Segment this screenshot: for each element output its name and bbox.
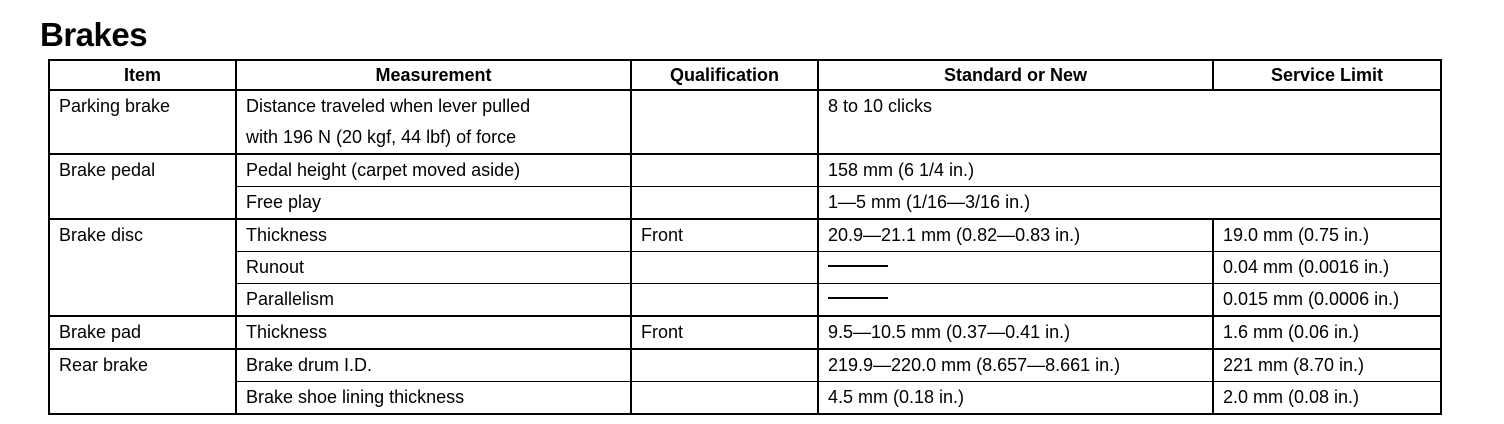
header-service-limit: Service Limit: [1213, 60, 1441, 90]
standard-cell: 219.9—220.0 mm (8.657—8.661 in.): [818, 349, 1213, 382]
table-header-row: [49, 60, 1441, 90]
measurement-cell: Thickness: [236, 316, 631, 349]
standard-cell: 4.5 mm (0.18 in.): [818, 382, 1213, 415]
qualification-cell: [631, 382, 818, 415]
measurement-line: Distance traveled when lever pulled: [246, 96, 531, 116]
measurement-cell: [236, 90, 631, 154]
standard-cell: 158 mm (6 1/4 in.): [818, 154, 1441, 187]
standard-cell: [818, 252, 1213, 284]
item-parking-brake: Parking brake: [49, 90, 236, 154]
header-standard: Standard or New: [818, 60, 1213, 90]
measurement-cell: Runout: [236, 252, 631, 284]
standard-cell: 1—5 mm (1/16—3/16 in.): [818, 187, 1441, 220]
table-row: [49, 252, 1441, 284]
table-row: [49, 154, 1441, 187]
table-row: [49, 284, 1441, 317]
measurement-cell: Pedal height (carpet moved aside): [236, 154, 631, 187]
table-row: [49, 219, 1441, 252]
header-item: Item: [49, 60, 236, 90]
item-brake-pedal: Brake pedal: [49, 154, 236, 219]
qualification-cell: [631, 252, 818, 284]
qualification-cell: [631, 90, 818, 154]
measurement-cell: Free play: [236, 187, 631, 220]
brakes-spec-table: [48, 59, 1442, 415]
standard-cell: 9.5—10.5 mm (0.37—0.41 in.): [818, 316, 1213, 349]
measurement-cell: Brake shoe lining thickness: [236, 382, 631, 415]
standard-cell: 8 to 10 clicks: [818, 90, 1441, 154]
service-limit-cell: 1.6 mm (0.06 in.): [1213, 316, 1441, 349]
header-qualification: Qualification: [631, 60, 818, 90]
service-limit-cell: 0.04 mm (0.0016 in.): [1213, 252, 1441, 284]
item-brake-disc: Brake disc: [49, 219, 236, 316]
item-brake-pad: Brake pad: [49, 316, 236, 349]
table-row: [49, 382, 1441, 415]
table-row: [49, 349, 1441, 382]
qualification-cell: Front: [631, 219, 818, 252]
measurement-cell: Brake drum I.D.: [236, 349, 631, 382]
page-title: Brakes: [40, 16, 148, 53]
table-row: [49, 90, 1441, 154]
qualification-cell: [631, 349, 818, 382]
header-measurement: Measurement: [236, 60, 631, 90]
item-rear-brake: Rear brake: [49, 349, 236, 414]
service-limit-cell: 19.0 mm (0.75 in.): [1213, 219, 1441, 252]
measurement-cell: Parallelism: [236, 284, 631, 317]
service-limit-cell: 0.015 mm (0.0006 in.): [1213, 284, 1441, 317]
qualification-cell: [631, 187, 818, 220]
qualification-cell: Front: [631, 316, 818, 349]
table-row: [49, 187, 1441, 220]
measurement-cell: Thickness: [236, 219, 631, 252]
service-limit-cell: 2.0 mm (0.08 in.): [1213, 382, 1441, 415]
measurement-line: with 196 N (20 kgf, 44 lbf) of force: [246, 127, 517, 147]
not-applicable-dash: [828, 297, 888, 299]
standard-cell: [818, 284, 1213, 317]
qualification-cell: [631, 284, 818, 317]
not-applicable-dash: [828, 265, 888, 267]
table-row: [49, 316, 1441, 349]
service-limit-cell: 221 mm (8.70 in.): [1213, 349, 1441, 382]
qualification-cell: [631, 154, 818, 187]
standard-cell: 20.9—21.1 mm (0.82—0.83 in.): [818, 219, 1213, 252]
